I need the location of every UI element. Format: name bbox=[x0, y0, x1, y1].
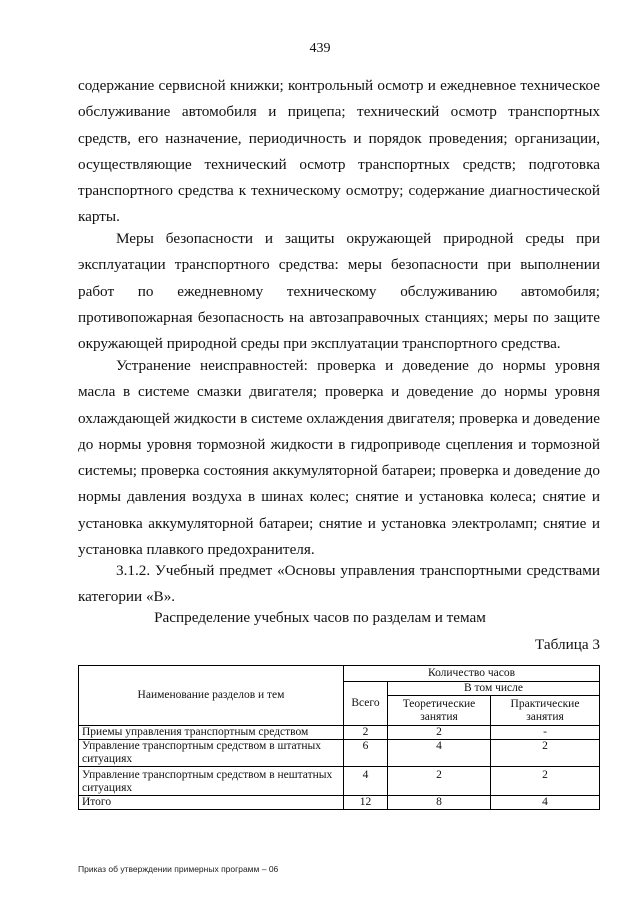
total-theory: 8 bbox=[388, 796, 491, 810]
table-row bbox=[79, 740, 600, 767]
table-label: Таблица 3 bbox=[535, 636, 600, 653]
row-practice: 2 bbox=[491, 740, 600, 767]
table-caption: Распределение учебных часов по разделам и темам bbox=[154, 609, 486, 626]
header-total: Всего bbox=[344, 682, 388, 726]
row-total: 6 bbox=[344, 740, 388, 767]
header-practice: Практические занятия bbox=[491, 696, 600, 726]
row-total: 4 bbox=[344, 767, 388, 796]
paragraph-troubleshooting: Устранение неисправностей: проверка и доведение до нормы уровня масла в системе смазки двигателя; проверка и доведение до нормы уровня охлаждающей жидкости в системе охлаждения двигателя; проверка и доведение до нормы уровня тормозной жидкости в гидроприводе сцепления и тормозной системы; проверка состояния аккумуляторной батареи; проверка и доведение до нормы давления воздуха в шинах колес; снятие и установка колеса; снятие и установка аккумуляторной батареи; снятие и установка электроламп; снятие и установка плавкого предохранителя. bbox=[78, 357, 600, 559]
page-number: 439 bbox=[309, 41, 331, 56]
row-name: Приемы управления транспортным средством bbox=[79, 726, 344, 740]
header-hours: Количество часов bbox=[344, 666, 600, 682]
row-practice: 2 bbox=[491, 767, 600, 796]
table-row bbox=[79, 767, 600, 796]
total-practice: 4 bbox=[491, 796, 600, 810]
row-name: Управление транспортным средством в штатных ситуациях bbox=[79, 740, 344, 767]
row-theory: 2 bbox=[388, 767, 491, 796]
table-row bbox=[79, 726, 600, 740]
row-theory: 4 bbox=[388, 740, 491, 767]
paragraph-service-book: содержание сервисной книжки; контрольный осмотр и ежедневное техническое обслуживание автомобиля и прицепа; технический осмотр транспортных средств, его назначение, периодичность и порядок проведения; организации, осуществляющие технический осмотр транспортных средств; подготовка транспортного средства к техническому осмотру; содержание диагностической карты. bbox=[78, 77, 600, 226]
header-theory: Теоретические занятия bbox=[388, 696, 491, 726]
page-footer: Приказ об утверждении примерных программ – 06 bbox=[78, 864, 279, 874]
total-total: 12 bbox=[344, 796, 388, 810]
header-section-name: Наименование разделов и тем bbox=[79, 666, 344, 726]
total-name: Итого bbox=[79, 796, 344, 810]
paragraph-subject-heading: 3.1.2. Учебный предмет «Основы управления транспортными средствами категории «В». bbox=[78, 562, 600, 606]
table-total-row bbox=[79, 796, 600, 810]
row-name: Управление транспортным средством в нештатных ситуациях bbox=[79, 767, 344, 796]
row-total: 2 bbox=[344, 726, 388, 740]
paragraph-safety-measures: Меры безопасности и защиты окружающей природной среды при эксплуатации транспортного средства: меры безопасности при выполнении работ по ежедневному техническому обслуживанию автомобиля; противопожарная безопасность на автозаправочных станциях; меры по защите окружающей природной среды при эксплуатации транспортного средства. bbox=[78, 230, 600, 353]
header-including: В том числе bbox=[388, 682, 600, 696]
row-theory: 2 bbox=[388, 726, 491, 740]
hours-table bbox=[78, 665, 600, 810]
row-practice: - bbox=[491, 726, 600, 740]
